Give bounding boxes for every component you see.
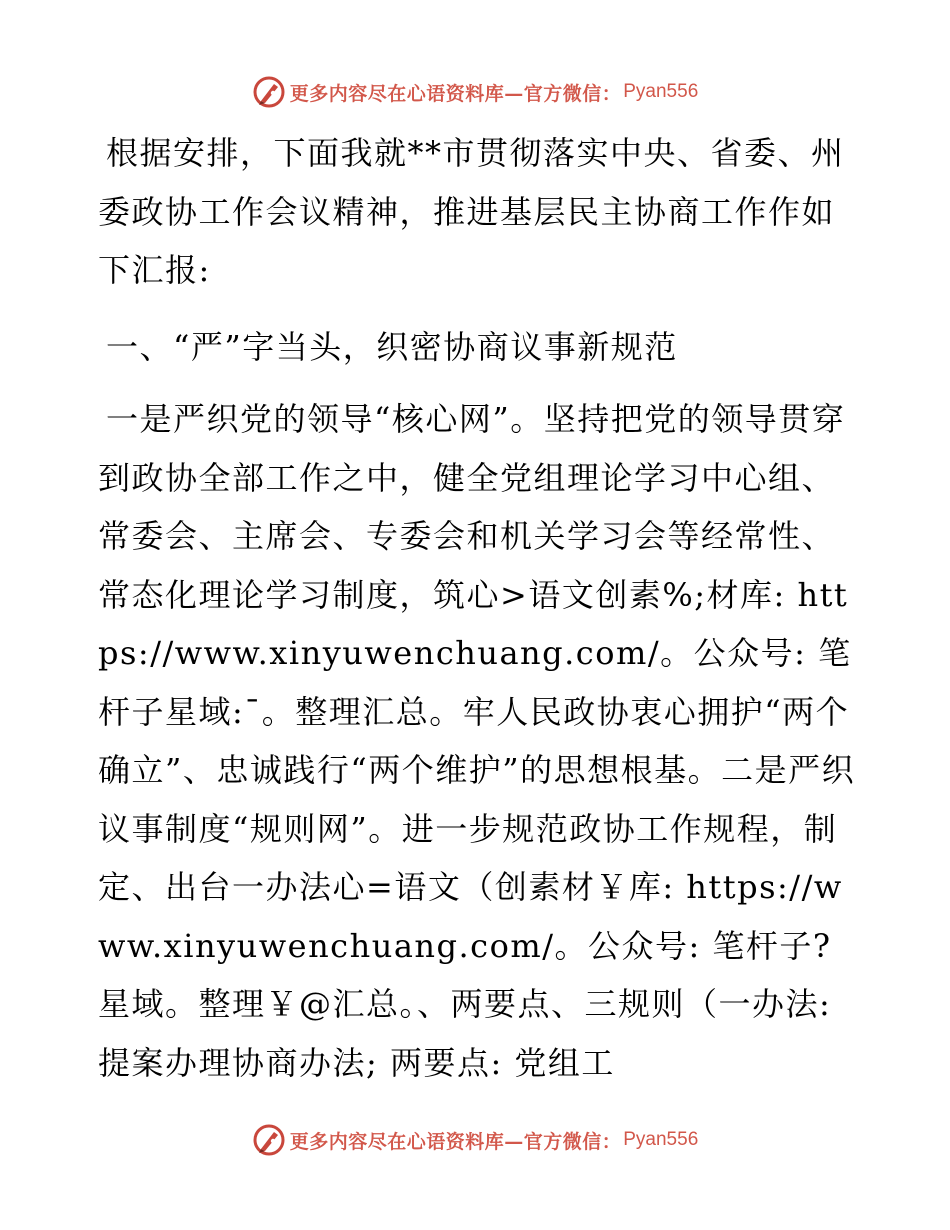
header-wechat-id: Pyan556	[623, 81, 699, 102]
header-watermark	[0, 70, 950, 114]
body-paragraph: 一是严织党的领导“核心网”。坚持把党的领导贯穿到政协全部工作之中，健全党组理论学习中心组、常委会、主席会、专委会和机关学习会等经常性、常态化理论学习制度，筑心>语文创素%;材库: https://www.xinyuwenchuang.com/。公众号: 笔杆子星域:¯。整理汇总。牢人民政协衷心拥护“两个确立”、忠诚践行“两个维护”的思想根基。二是严织议事制度“规则网”。进一步规范政协工作规程，制定、出台一办法心=语文（创素材￥库: https://www.xinyuwenchuang.com/。公众号: 笔杆子?星域。整理￥@汇总。、两要点、三规则（一办法: 提案办理协商办法; 两要点: 党组工	[98, 400, 856, 1082]
pen-logo-icon	[252, 1123, 286, 1157]
footer-brand-text: 更多内容尽在心语资料库—官方微信：	[289, 1130, 622, 1153]
pen-logo-icon	[252, 75, 286, 109]
footer-watermark	[0, 1118, 950, 1162]
header-brand-text: 更多内容尽在心语资料库—官方微信：	[289, 82, 622, 105]
footer-wechat-id: Pyan556	[623, 1129, 699, 1150]
intro-paragraph: 根据安排，下面我就**市贯彻落实中央、省委、州委政协工作会议精神，推进基层民主协商工作作如下汇报:	[98, 134, 845, 289]
section-heading: 一、“严”字当头，织密协商议事新规范	[106, 327, 678, 366]
document-body	[98, 124, 858, 1092]
